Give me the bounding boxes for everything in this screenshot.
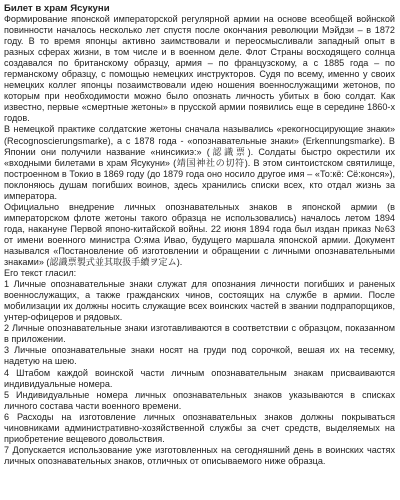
paragraph-history: Формирование японской императорской регулярной армии на основе всеобщей войнской повинности началось несколько лет спустя после окончания революции Мэйдзи – в 1872 году. В то время японцы активно заимствовали и переосмысливали западный опыт в разных сферах жизни, в том числе и в военном деле. Флот Страны восходящего солнца создавался по британскому образцу, армия – по французскому, а с 1885 года – по германскому образцу, с помощью немецких инструкторов. Судя по всему, именно у своих немецких коллег японцы позаимствовали идею ношения военнослужащими жетонов, по которым при необходимости можно было опознать личность убитых в бою солдат. Как известно, первые «смертные жетоны» в прусской армии появились еще в середине 1860-х годов. (4, 14, 395, 124)
list-item: 7 Допускается использование уже изготовленных на сегодняшний день в воинских частях личных опознавательных знаков, отличных от описываемого ниже образца. (4, 444, 395, 466)
list-item: 1 Личные опознавательные знаки служат для опознания личности погибших и раненых военнослужащих, а также гражданских чинов, состоящих на службе в армии. После мобилизации их должны носить служащие всех воинских частей в звании подпрапорщиков, унтер-офицеров и рядовых. (4, 279, 395, 323)
list-label: Его текст гласил: (4, 268, 77, 279)
list-item: 6 Расходы на изготовление личных опознавательных знаков должны покрываться чиновниками административно-хозяйственной службы за счет средств, выделяемых на приобретение вещевого довольствия. (4, 411, 395, 444)
paragraph-naming: В немецкой практике солдатские жетоны сначала назывались «рекогносцирующие знаки» (Recognoscierungsmarke), а с 1878 года - «опознавательные знаки» (Erkennungsmarke). В Японии они получили название «нинсикиэ:» (認識票). Солдаты быстро окрестили их «входными билетами в храм Ясукуни» (靖国神社の切符). В этом синтоистском святилище, построенном в Токио в 1869 году (до 1879 года оно носило другое имя – «То:кё: Сё:конся»), поклоняюсь душам погибших воинов, здесь хранились списки всех, кто отдал жизнь за императора. (4, 124, 395, 201)
paragraph-order: Официально внедрение личных опознавательных знаков в японской армии (в императорском флоте жетоны такого образца не использовались) началось летом 1894 года, накануне Первой японо-китайской войны. 22 июня 1894 года был издан приказ №63 от имени военного министра О:яма Ивао, будущего маршала японской армии. Документ назывался «Постановление об изготовлении и обращении с личными опознавательными знаками» (認識票製式並其取扱手續ヲ定ム). (4, 201, 395, 268)
list-item: 2 Личные опознавательные знаки изготавливаются в соответствии с образцом, показанном в приложении. (4, 323, 395, 345)
list-item: 5 Индивидуальные номера личных опознавательных знаков указываются в списках личного состава части военного времени. (4, 389, 395, 411)
list-item: 4 Штабом каждой воинской части личным опознавательным знакам присваиваются индивидуальные номера. (4, 367, 395, 389)
list-item: 3 Личные опознавательные знаки носят на груди под сорочкой, вешая их на тесемку, надетую на шею. (4, 345, 395, 367)
article (4, 3, 395, 467)
article-title: Билет в храм Ясукуни (4, 3, 110, 14)
